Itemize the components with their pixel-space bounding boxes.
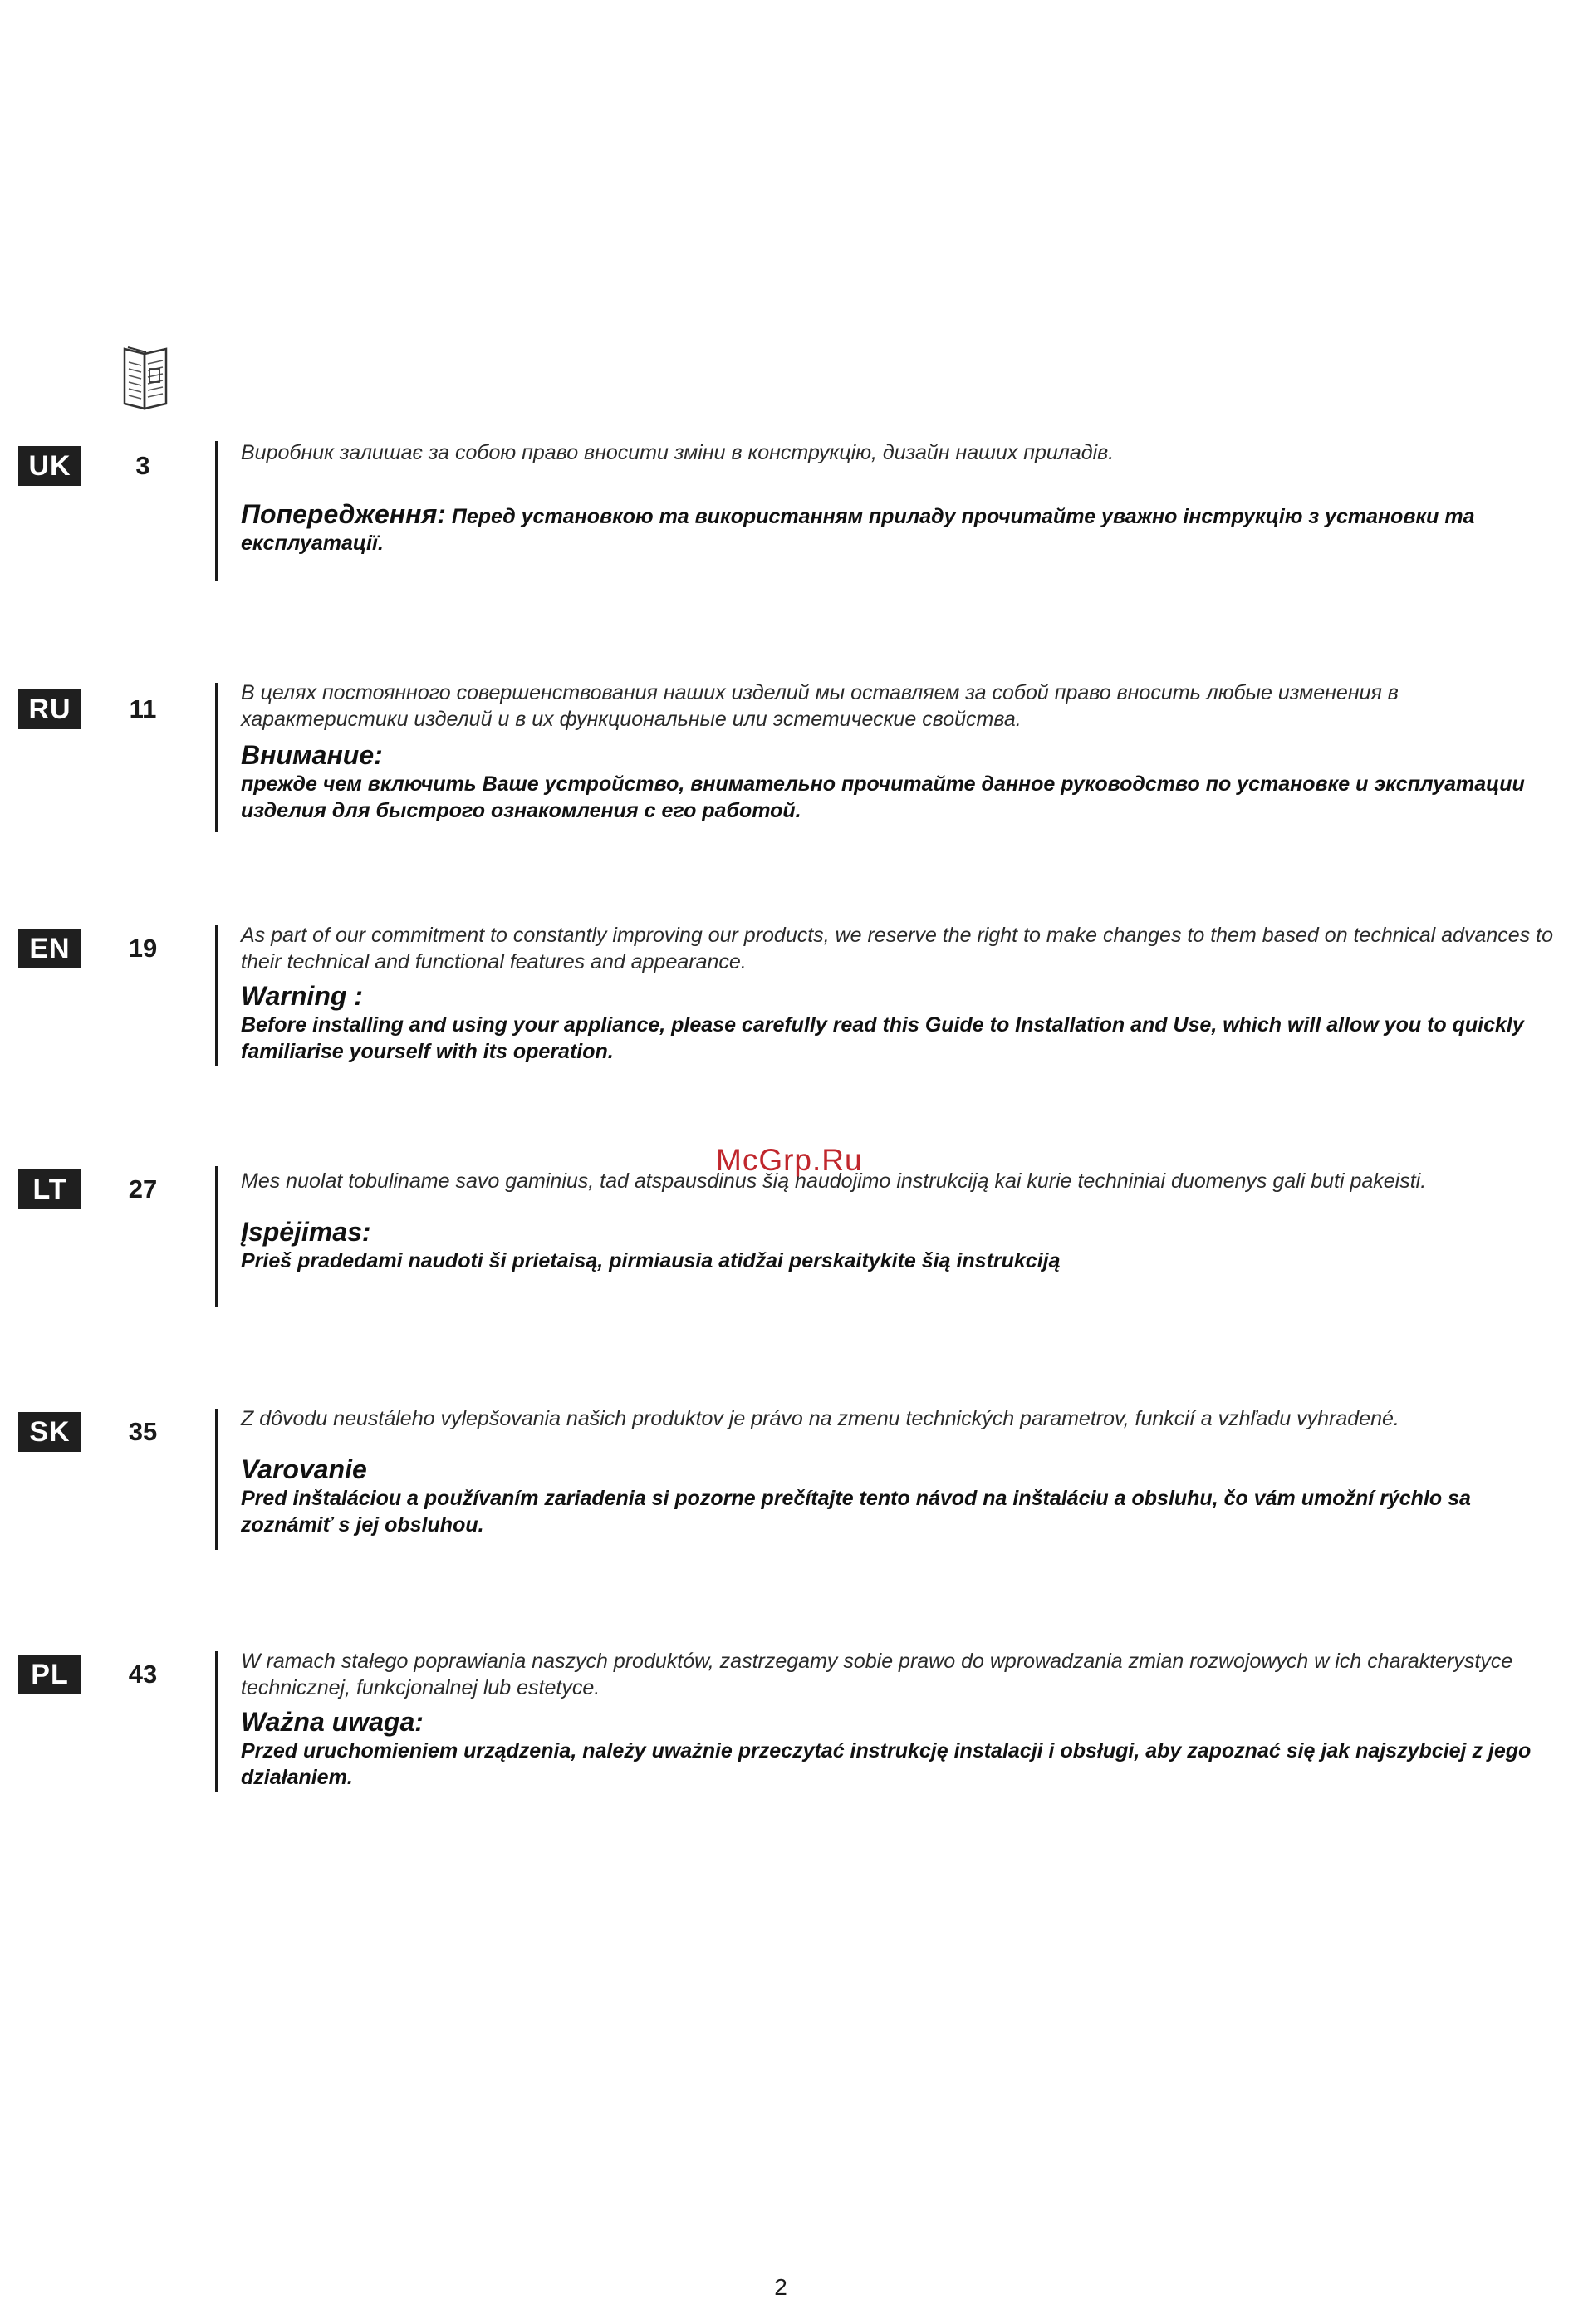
- section-content: [241, 679, 1553, 824]
- section-content: [241, 439, 1553, 556]
- section-divider-bar: [215, 1166, 218, 1307]
- section-content: [241, 1168, 1553, 1274]
- warning-title: Ważna uwaga:: [241, 1707, 424, 1737]
- language-code-badge: EN: [18, 929, 81, 968]
- language-code-badge: SK: [18, 1412, 81, 1452]
- section-divider-bar: [215, 1409, 218, 1550]
- section-divider-bar: [215, 1651, 218, 1792]
- warning-title: Warning :: [241, 981, 363, 1011]
- intro-text: Z dôvodu neustáleho vylepšovania našich produktov je právo na zmenu technických parametrov, funkcií a vzhľadu vyhradené.: [241, 1407, 1399, 1430]
- warning-title: Varovanie: [241, 1454, 367, 1484]
- warning-text: [241, 501, 1553, 556]
- section-divider-bar: [215, 925, 218, 1066]
- warning-body: Prieš pradedami naudoti ši prietaisą, pirmiausia atidžai perskaitykite šią instrukciją: [241, 1249, 1061, 1272]
- page-number: 2: [774, 2274, 787, 2300]
- warning-title: Попередження:: [241, 499, 446, 529]
- page-reference: 43: [128, 1660, 158, 1689]
- language-code-badge: UK: [18, 446, 81, 486]
- intro-text: Mes nuolat tobuliname savo gaminius, tad atspausdinus šią naudojimo instrukciją kai kurie techniniai duomenys gali buti pakeisti.: [241, 1169, 1427, 1193]
- page-reference: 35: [128, 1417, 158, 1446]
- page-reference: 3: [135, 451, 150, 480]
- warning-body: Before installing and using your appliance, please carefully read this Guide to Installation and Use, which will allow you to quickly familiarise yourself with its operation.: [241, 1013, 1524, 1063]
- section-divider-bar: [215, 683, 218, 832]
- warning-title: Внимание:: [241, 740, 383, 770]
- site-watermark: McGrp.Ru: [716, 1143, 863, 1177]
- page-reference: 11: [129, 694, 157, 723]
- section-content: [241, 922, 1553, 1065]
- page-reference: 19: [128, 934, 158, 963]
- intro-text: As part of our commitment to constantly improving our products, we reserve the right to make changes to them based on technical advances to their technical and functional features and appearance.: [241, 924, 1553, 973]
- section-divider-bar: [215, 441, 218, 581]
- intro-text: W ramach stałego poprawiania naszych produktów, zastrzegamy sobie prawo do wprowadzania zmian rozwojowych w ich charakterystyce technicznej, funkcjonalnej lub estetyce.: [241, 1650, 1513, 1699]
- intro-text: В целях постоянного совершенствования наших изделий мы оставляем за собой право вносить любые изменения в характеристики изделий и в их функциональные или эстетические свойства.: [241, 681, 1399, 731]
- section-content: [241, 1648, 1553, 1791]
- page-reference: 27: [128, 1174, 158, 1204]
- language-code-badge: RU: [18, 689, 81, 729]
- warning-body: Перед установкою та використанням приладу прочитайте уважно інструкцію з установки та експлуатації.: [241, 505, 1475, 555]
- language-code-badge: LT: [18, 1169, 81, 1209]
- manual-book-icon: [121, 344, 169, 412]
- warning-body: Pred inštaláciou a používaním zariadenia si pozorne prečítajte tento návod na inštaláciu a obsluhu, čo vám umožní rýchlo sa zoznámiť s jej obsluhou.: [241, 1487, 1471, 1537]
- intro-text: Виробник залишає за собою право вносити зміни в конструкцію, дизайн наших приладів.: [241, 441, 1115, 464]
- warning-title: Įspėjimas:: [241, 1217, 371, 1247]
- section-content: [241, 1405, 1553, 1538]
- language-code-badge: PL: [18, 1655, 81, 1694]
- warning-body: прежде чем включить Ваше устройство, внимательно прочитайте данное руководство по установке и эксплуатации изделия для быстрого ознакомления с его работой.: [241, 772, 1525, 822]
- warning-body: Przed uruchomieniem urządzenia, należy uważnie przeczytać instrukcję instalacji i obsługi, aby zapoznać się jak najszybciej z jego działaniem.: [241, 1739, 1532, 1789]
